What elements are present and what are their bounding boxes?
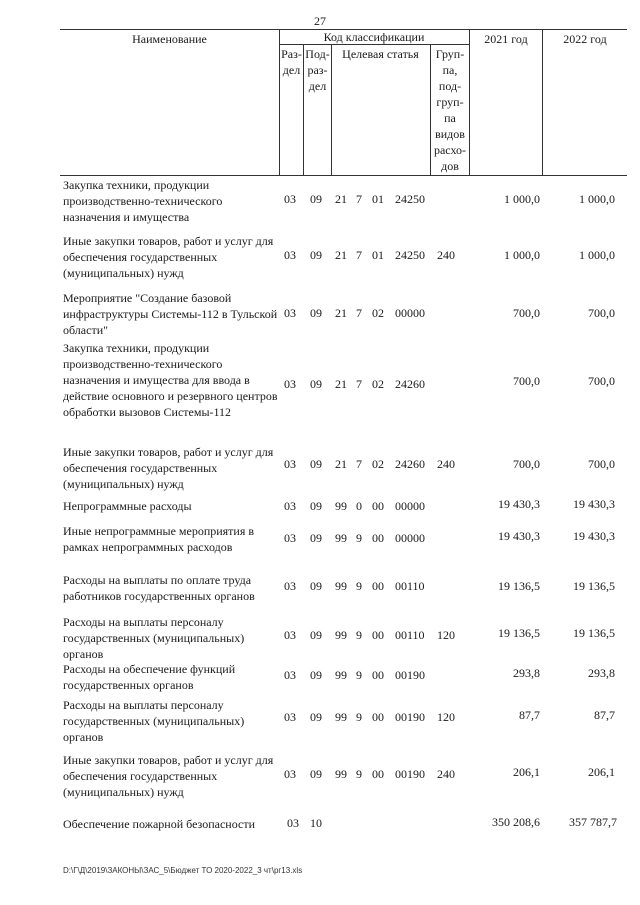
- row-target-4: 00190: [395, 710, 425, 724]
- row-target-3: 00: [372, 710, 384, 724]
- col-divider-2021: [542, 29, 543, 176]
- row-target-3: 00: [372, 579, 384, 593]
- row-podrazdel: 09: [310, 457, 322, 471]
- row-target-4: 00000: [395, 499, 425, 513]
- row-target-1: 99: [335, 710, 347, 724]
- row-target-1: 99: [335, 531, 347, 545]
- row-value-2022: 1 000,0: [579, 248, 615, 262]
- row-name: Мероприятие "Создание базовой инфраструктуры Системы-112 в Тульской области": [63, 291, 278, 337]
- row-podrazdel: 09: [310, 579, 322, 593]
- row-group: 120: [437, 628, 455, 642]
- row-podrazdel: 09: [310, 192, 322, 206]
- row-target-1: 99: [335, 499, 347, 513]
- row-target-4: 24250: [395, 192, 425, 206]
- row-target-2: 9: [356, 710, 362, 724]
- row-target-4: 00110: [395, 579, 425, 593]
- row-value-2021: 1 000,0: [504, 248, 540, 262]
- row-podrazdel: 09: [310, 248, 322, 262]
- header-razdel: Раз- дел: [281, 47, 302, 77]
- row-razdel: 03: [284, 628, 296, 642]
- row-value-2021: 293,8: [513, 666, 540, 680]
- row-value-2022: 700,0: [588, 457, 615, 471]
- row-value-2021: 19 430,3: [498, 497, 540, 511]
- row-value-2022: 19 136,5: [573, 579, 615, 593]
- row-razdel: 03: [284, 192, 296, 206]
- row-target-2: 7: [356, 248, 362, 262]
- row-razdel: 03: [284, 377, 296, 391]
- row-target-4: 00190: [395, 767, 425, 781]
- header-target: Целевая статья: [342, 47, 419, 61]
- row-name: Расходы на выплаты персоналу государственных (муниципальных) органов: [63, 615, 245, 661]
- row-target-1: 21: [335, 457, 347, 471]
- row-target-3: 00: [372, 628, 384, 642]
- row-value-2022: 19 430,3: [573, 529, 615, 543]
- row-target-2: 0: [356, 499, 362, 513]
- row-target-3: 00: [372, 499, 384, 513]
- row-target-4: 00110: [395, 628, 425, 642]
- row-value-2021: 19 136,5: [498, 626, 540, 640]
- row-target-2: 7: [356, 377, 362, 391]
- row-value-2022: 19 430,3: [573, 497, 615, 511]
- row-razdel: 03: [284, 710, 296, 724]
- row-target-4: 00000: [395, 531, 425, 545]
- row-value-2022: 19 136,5: [573, 626, 615, 640]
- file-path-footer: D:\Г\Д\2019\ЗАКОНЫ\ЗАС_5\Бюджет ТО 2020-2022_3 чт\рг13.xls: [63, 866, 303, 875]
- row-name: Расходы на обеспечение функций государственных органов: [63, 662, 236, 692]
- row-target-2: 7: [356, 457, 362, 471]
- row-value-2022: 357 787,7: [569, 815, 617, 829]
- row-target-3: 02: [372, 377, 384, 391]
- row-target-2: 9: [356, 531, 362, 545]
- header-podrazdel: Под- раз- дел: [305, 47, 330, 93]
- row-name: Расходы на выплаты персоналу государственных (муниципальных) органов: [63, 698, 245, 744]
- row-target-1: 99: [335, 668, 347, 682]
- row-target-1: 99: [335, 767, 347, 781]
- row-target-2: 9: [356, 628, 362, 642]
- row-value-2022: 700,0: [588, 374, 615, 388]
- row-target-3: 02: [372, 457, 384, 471]
- row-razdel: 03: [284, 499, 296, 513]
- header-2022: 2022 год: [563, 32, 607, 46]
- row-razdel: 03: [284, 457, 296, 471]
- row-name: Иные закупки товаров, работ и услуг для обеспечения государственных (муниципальных) нужд: [63, 445, 274, 491]
- row-razdel: 03: [284, 306, 296, 320]
- row-name: Иные закупки товаров, работ и услуг для обеспечения государственных (муниципальных) нужд: [63, 753, 274, 799]
- row-target-4: 24250: [395, 248, 425, 262]
- row-target-1: 21: [335, 248, 347, 262]
- row-value-2022: 700,0: [588, 306, 615, 320]
- row-razdel: 03: [284, 248, 296, 262]
- row-razdel: 03: [284, 767, 296, 781]
- row-value-2022: 293,8: [588, 666, 615, 680]
- row-target-2: 9: [356, 579, 362, 593]
- row-name: Иные закупки товаров, работ и услуг для обеспечения государственных (муниципальных) нужд: [63, 234, 274, 280]
- col-divider-podrazdel: [331, 44, 332, 176]
- row-podrazdel: 09: [310, 767, 322, 781]
- row-target-3: 02: [372, 306, 384, 320]
- row-name: Иные непрограммные мероприятия в рамках непрограммных расходов: [63, 524, 255, 554]
- row-podrazdel: 09: [310, 499, 322, 513]
- row-target-4: 24260: [395, 457, 425, 471]
- row-razdel: 03: [284, 668, 296, 682]
- row-value-2021: 87,7: [519, 708, 540, 722]
- row-name: Закупка техники, продукции производственно-технического назначения и имущества для ввода в действие основного и резервного центров обработки вызовов Системы-112: [63, 341, 278, 419]
- row-value-2021: 206,1: [513, 765, 540, 779]
- row-podrazdel: 09: [310, 377, 322, 391]
- row-podrazdel: 09: [310, 628, 322, 642]
- row-podrazdel: 10: [310, 816, 322, 830]
- row-value-2021: 1 000,0: [504, 192, 540, 206]
- page-number: 27: [314, 14, 326, 28]
- row-target-1: 21: [335, 192, 347, 206]
- row-value-2021: 19 136,5: [498, 579, 540, 593]
- row-target-2: 9: [356, 767, 362, 781]
- row-value-2022: 206,1: [588, 765, 615, 779]
- row-target-1: 21: [335, 306, 347, 320]
- row-value-2022: 87,7: [594, 708, 615, 722]
- row-target-2: 9: [356, 668, 362, 682]
- row-target-2: 7: [356, 192, 362, 206]
- row-group: 120: [437, 710, 455, 724]
- row-group: 240: [437, 767, 455, 781]
- row-target-4: 00190: [395, 668, 425, 682]
- row-podrazdel: 09: [310, 668, 322, 682]
- row-target-1: 21: [335, 377, 347, 391]
- row-target-3: 00: [372, 767, 384, 781]
- row-group: 240: [437, 248, 455, 262]
- row-target-4: 00000: [395, 306, 425, 320]
- row-podrazdel: 09: [310, 531, 322, 545]
- row-target-3: 01: [372, 248, 384, 262]
- row-name: Обеспечение пожарной безопасности: [63, 817, 256, 831]
- col-divider-group: [469, 29, 470, 176]
- header-name: Наименование: [132, 32, 207, 46]
- row-target-3: 00: [372, 668, 384, 682]
- row-podrazdel: 09: [310, 710, 322, 724]
- row-value-2021: 700,0: [513, 306, 540, 320]
- row-razdel: 03: [284, 579, 296, 593]
- header-group: Груп- па, под- груп- па видов расхо- дов: [433, 47, 467, 173]
- row-target-4: 24260: [395, 377, 425, 391]
- row-group: 240: [437, 457, 455, 471]
- row-name: Расходы на выплаты по оплате труда работников государственных органов: [63, 573, 255, 603]
- row-target-1: 99: [335, 579, 347, 593]
- row-target-1: 99: [335, 628, 347, 642]
- row-podrazdel: 09: [310, 306, 322, 320]
- row-name: Непрограммные расходы: [63, 499, 192, 513]
- header-2021: 2021 год: [484, 32, 528, 46]
- row-value-2021: 350 208,6: [492, 815, 540, 829]
- row-razdel: 03: [284, 531, 296, 545]
- row-target-3: 00: [372, 531, 384, 545]
- row-value-2022: 1 000,0: [579, 192, 615, 206]
- row-value-2021: 19 430,3: [498, 529, 540, 543]
- row-name: Закупка техники, продукции производственно-технического назначения и имущества: [63, 178, 223, 224]
- row-razdel: 03: [287, 816, 299, 830]
- row-target-2: 7: [356, 306, 362, 320]
- row-value-2021: 700,0: [513, 457, 540, 471]
- row-target-3: 01: [372, 192, 384, 206]
- row-value-2021: 700,0: [513, 374, 540, 388]
- header-code-class: Код классификации: [323, 30, 425, 44]
